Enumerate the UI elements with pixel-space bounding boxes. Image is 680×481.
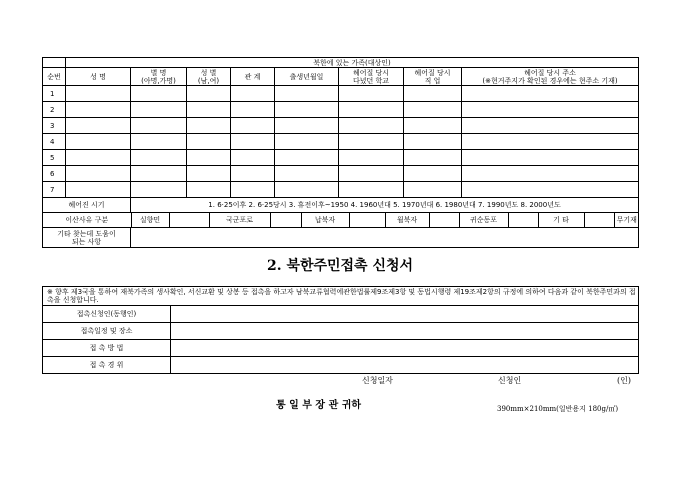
- cell-address[interactable]: [462, 134, 639, 150]
- applicant-label: 신청인: [498, 376, 522, 385]
- cell-alias[interactable]: [131, 86, 187, 102]
- reason-option: 귀순동포: [459, 213, 508, 227]
- cell-birth[interactable]: [275, 86, 339, 102]
- cell-address[interactable]: [462, 150, 639, 166]
- cell-gender[interactable]: [187, 150, 231, 166]
- field-label-schedule: 접촉일정 및 장소: [43, 323, 171, 340]
- header-address: 헤어질 당시 주소 (※현거주지가 확인된 경우에는 현주소 기재): [462, 68, 639, 86]
- cell-name[interactable]: [66, 150, 131, 166]
- period-options[interactable]: 1. 6·25이후 2. 6·25당시 3. 휴전이후~1950 4. 1960년대 5. 1970년대 6. 1980년대 7. 1990년도 8. 2000년도: [131, 198, 639, 213]
- cell-alias[interactable]: [131, 182, 187, 198]
- cell-relation[interactable]: [231, 118, 275, 134]
- header-job: 헤어질 당시 직 업: [404, 68, 462, 86]
- field-method[interactable]: [171, 340, 639, 357]
- cell-gender[interactable]: [187, 182, 231, 198]
- field-applicant[interactable]: [171, 306, 639, 323]
- reason-option: 실향민: [131, 213, 169, 227]
- cell-birth[interactable]: [275, 102, 339, 118]
- cell-birth[interactable]: [275, 166, 339, 182]
- cell-school[interactable]: [339, 182, 404, 198]
- recipient: 통 일 부 장 관 귀하: [276, 400, 362, 411]
- cell-name[interactable]: [66, 166, 131, 182]
- header-gender: 성 별 (남,여): [187, 68, 231, 86]
- cell-relation[interactable]: [231, 102, 275, 118]
- cell-gender[interactable]: [187, 102, 231, 118]
- cell-gender[interactable]: [187, 134, 231, 150]
- field-label-applicant: 접촉신청인(동행인): [43, 306, 171, 323]
- reason-row: [43, 213, 639, 228]
- cell-birth[interactable]: [275, 150, 339, 166]
- cell-job[interactable]: [404, 118, 462, 134]
- cell-name[interactable]: [66, 182, 131, 198]
- cell-alias[interactable]: [131, 102, 187, 118]
- period-label: 헤어진 시기: [43, 198, 131, 213]
- cell-school[interactable]: [339, 118, 404, 134]
- header-school: 헤어질 당시 다녔던 학교: [339, 68, 404, 86]
- cell-relation[interactable]: [231, 134, 275, 150]
- cell-birth[interactable]: [275, 118, 339, 134]
- reason-table: [43, 213, 639, 227]
- reason-check[interactable]: [429, 213, 459, 227]
- row-number: 2: [43, 102, 66, 118]
- reason-check[interactable]: [349, 213, 385, 227]
- cell-relation[interactable]: [231, 150, 275, 166]
- cell-birth[interactable]: [275, 182, 339, 198]
- cell-relation[interactable]: [231, 166, 275, 182]
- help-label: 기타 찾는데 도움이 되는 사항: [43, 228, 131, 248]
- cell-job[interactable]: [404, 182, 462, 198]
- cell-address[interactable]: [462, 102, 639, 118]
- row-number: 4: [43, 134, 66, 150]
- reason-check[interactable]: [508, 213, 538, 227]
- header-relation: 관 계: [231, 68, 275, 86]
- section-header: 북한에 있는 가족(대상인): [66, 58, 639, 68]
- field-schedule[interactable]: [171, 323, 639, 340]
- row-number: 5: [43, 150, 66, 166]
- date-label: 신청일자: [362, 376, 393, 385]
- cell-school[interactable]: [339, 150, 404, 166]
- cell-name[interactable]: [66, 134, 131, 150]
- cell-school[interactable]: [339, 134, 404, 150]
- cell-name[interactable]: [66, 102, 131, 118]
- cell-job[interactable]: [404, 102, 462, 118]
- cell-job[interactable]: [404, 86, 462, 102]
- row-number: 7: [43, 182, 66, 198]
- cell-relation[interactable]: [231, 182, 275, 198]
- family-table: [42, 57, 639, 248]
- paper-spec: 390mm×210mm(일반용지 180g/㎡): [497, 405, 619, 413]
- cell-job[interactable]: [404, 134, 462, 150]
- cell-address[interactable]: [462, 182, 639, 198]
- cell-address[interactable]: [462, 118, 639, 134]
- seal-mark: (인): [617, 376, 631, 385]
- header-birth: 출생년월일: [275, 68, 339, 86]
- cell-job[interactable]: [404, 150, 462, 166]
- field-background[interactable]: [171, 357, 639, 374]
- cell-alias[interactable]: [131, 166, 187, 182]
- cell-gender[interactable]: [187, 166, 231, 182]
- notice-text: ※ 향후 제3국을 통하여 재북가족의 생사확인, 서신교환 및 상봉 등 접촉을 하고자 남북교류협력에관한법률제9조제3항 및 동법시행령 제19조제2항의 규정에 의하여 다음과 같이 북한주민과의 접촉을 신청합니다.: [43, 287, 639, 306]
- row-number: 6: [43, 166, 66, 182]
- application-table: [42, 286, 639, 374]
- cell-name[interactable]: [66, 86, 131, 102]
- cell-gender[interactable]: [187, 86, 231, 102]
- help-field[interactable]: [131, 228, 639, 248]
- reason-option: 무기재: [614, 213, 639, 227]
- reason-option: 납북자: [301, 213, 349, 227]
- cell-alias[interactable]: [131, 134, 187, 150]
- row-number: 3: [43, 118, 66, 134]
- cell-school[interactable]: [339, 166, 404, 182]
- cell-address[interactable]: [462, 86, 639, 102]
- cell-job[interactable]: [404, 166, 462, 182]
- header-no: 순번: [43, 68, 66, 86]
- cell-address[interactable]: [462, 166, 639, 182]
- reason-check[interactable]: [169, 213, 209, 227]
- row-number: 1: [43, 86, 66, 102]
- header-alias: 별 명 (아명,가명): [131, 68, 187, 86]
- reason-option: 국군포로: [209, 213, 270, 227]
- form-title: 2. 북한주민접촉 신청서: [266, 258, 414, 274]
- cell-alias[interactable]: [131, 118, 187, 134]
- reason-option: 기 타: [538, 213, 584, 227]
- reason-check[interactable]: [270, 213, 301, 227]
- cell-relation[interactable]: [231, 86, 275, 102]
- cell-name[interactable]: [66, 118, 131, 134]
- header-name: 성 명: [66, 68, 131, 86]
- cell-alias[interactable]: [131, 150, 187, 166]
- field-label-method: 접 촉 방 법: [43, 340, 171, 357]
- cell-school[interactable]: [339, 86, 404, 102]
- cell-school[interactable]: [339, 102, 404, 118]
- reason-option: 월북자: [385, 213, 429, 227]
- reason-check[interactable]: [584, 213, 614, 227]
- blank-header-cell: [43, 58, 66, 68]
- field-label-background: 접 촉 경 위: [43, 357, 171, 374]
- cell-birth[interactable]: [275, 134, 339, 150]
- reason-label: 이산사유 구분: [43, 213, 131, 227]
- cell-gender[interactable]: [187, 118, 231, 134]
